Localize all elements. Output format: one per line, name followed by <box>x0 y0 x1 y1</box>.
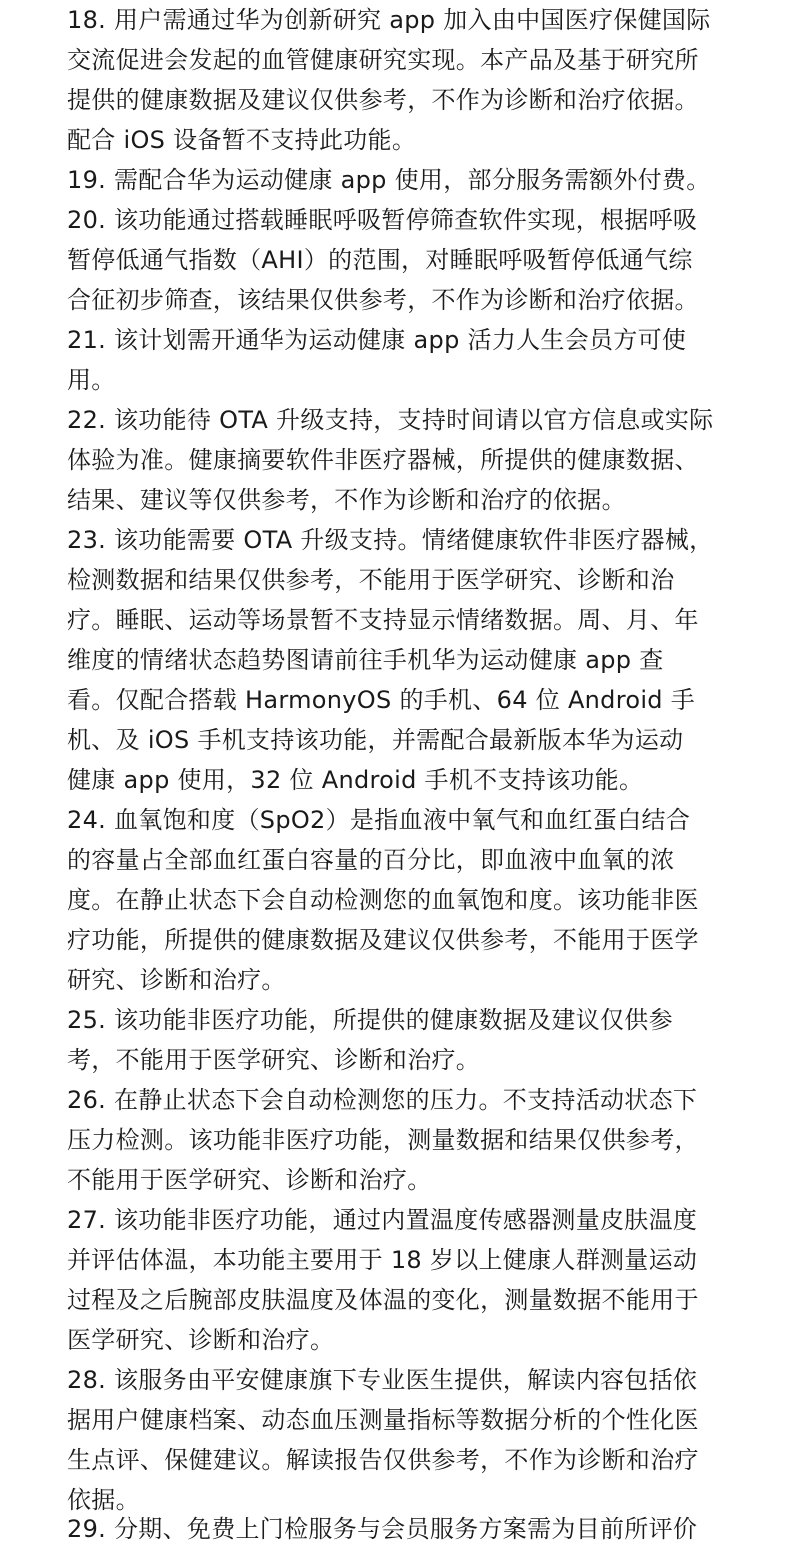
footnote-line: 维度的情绪状态趋势图请前往手机华为运动健康 app 查 <box>67 646 664 674</box>
footnote-line: 配合 iOS 设备暂不支持此功能。 <box>67 126 417 154</box>
footnote-line: 用。 <box>67 366 116 394</box>
footnote-line: 压力检测。该功能非医疗功能，测量数据和结果仅供参考， <box>67 1126 699 1154</box>
footnote-line: 25. 该功能非医疗功能，所提供的健康数据及建议仅供参 <box>67 1006 673 1034</box>
footnote-line: 生点评、保健建议。解读报告仅供参考，不作为诊断和治疗 <box>67 1446 699 1474</box>
footnote-line: 不能用于医学研究、诊断和治疗。 <box>67 1166 432 1194</box>
footnote-line: 20. 该功能通过搭载睡眠呼吸暂停筛查软件实现，根据呼吸 <box>67 206 698 234</box>
footnote-line: 交流促进会发起的血管健康研究实现。本产品及基于研究所 <box>67 46 699 74</box>
footnote-line: 合征初步筛查，该结果仅供参考，不作为诊断和治疗依据。 <box>67 286 699 314</box>
footnote-line: 的容量占全部血红蛋白容量的百分比，即血液中血氧的浓 <box>67 846 675 874</box>
footnote-line: 提供的健康数据及建议仅供参考，不作为诊断和治疗依据。 <box>67 86 699 114</box>
footnote-line: 据用户健康档案、动态血压测量指标等数据分析的个性化医 <box>67 1406 699 1434</box>
footnote-line-cut-off: 29. 分期、免费上门检服务与会员服务方案需为目前所评价 <box>67 1515 698 1543</box>
footnote-line: 暂停低通气指数（AHI）的范围，对睡眠呼吸暂停低通气综 <box>67 246 693 274</box>
footnote-line: 结果、建议等仅供参考，不作为诊断和治疗的依据。 <box>67 486 626 514</box>
footnote-line: 体验为准。健康摘要软件非医疗器械，所提供的健康数据、 <box>67 446 699 474</box>
footnote-line: 考，不能用于医学研究、诊断和治疗。 <box>67 1046 481 1074</box>
footnote-line: 研究、诊断和治疗。 <box>67 966 286 994</box>
footnote-line: 并评估体温，本功能主要用于 18 岁以上健康人群测量运动 <box>67 1246 698 1274</box>
footnote-line: 医学研究、诊断和治疗。 <box>67 1326 335 1354</box>
footnotes-list <box>67 0 727 1543</box>
footnote-line: 28. 该服务由平安健康旗下专业医生提供，解读内容包括依 <box>67 1366 698 1394</box>
footnote-line: 27. 该功能非医疗功能，通过内置温度传感器测量皮肤温度 <box>67 1206 698 1234</box>
footnote-line: 度。在静止状态下会自动检测您的血氧饱和度。该功能非医 <box>67 886 699 914</box>
footnote-line: 19. 需配合华为运动健康 app 使用，部分服务需额外付费。 <box>67 166 711 194</box>
footnote-line: 22. 该功能待 OTA 升级支持，支持时间请以官方信息或实际 <box>67 406 714 434</box>
footnote-line: 检测数据和结果仅供参考，不能用于医学研究、诊断和治 <box>67 566 675 594</box>
footnote-line: 疗。睡眠、运动等场景暂不支持显示情绪数据。周、月、年 <box>67 606 699 634</box>
footnote-line: 健康 app 使用，32 位 Android 手机不支持该功能。 <box>67 766 644 794</box>
footnote-line: 24. 血氧饱和度（SpO2）是指血液中氧气和血红蛋白结合 <box>67 806 691 834</box>
footnote-line: 26. 在静止状态下会自动检测您的压力。不支持活动状态下 <box>67 1086 698 1114</box>
footnote-line: 机、及 iOS 手机支持该功能，并需配合最新版本华为运动 <box>67 726 684 754</box>
footnote-line: 18. 用户需通过华为创新研究 app 加入由中国医疗保健国际 <box>67 6 711 34</box>
footnote-line: 看。仅配合搭载 HarmonyOS 的手机、64 位 Android 手 <box>67 686 696 714</box>
footnote-line: 21. 该计划需开通华为运动健康 app 活力人生会员方可使 <box>67 326 687 354</box>
footnote-line: 过程及之后腕部皮肤温度及体温的变化，测量数据不能用于 <box>67 1286 699 1314</box>
footnote-line: 23. 该功能需要 OTA 升级支持。情绪健康软件非医疗器械， <box>67 526 714 554</box>
footnote-line: 疗功能，所提供的健康数据及建议仅供参考，不能用于医学 <box>67 926 699 954</box>
footnote-line: 依据。 <box>67 1486 140 1514</box>
